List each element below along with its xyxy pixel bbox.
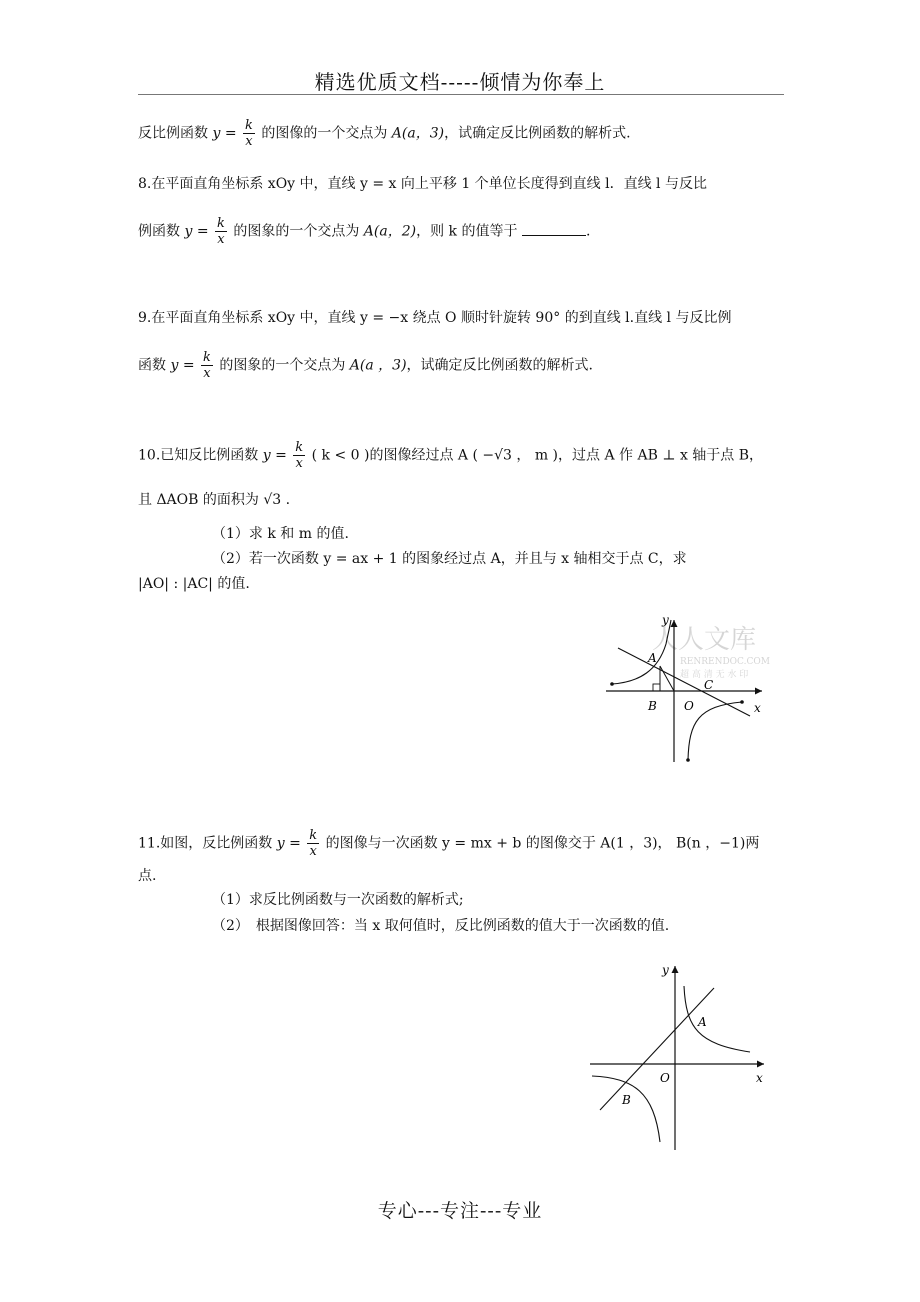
watermark-url: RENRENDOC.COM [680,657,770,667]
watermark-main: 人人文库 [652,625,757,655]
problem-10-question-2: （2）若一次函数 y = ax + 1 的图象经过点 A，并且与 x 轴相交于点 C，求 [212,551,687,567]
numerator: k [203,350,211,365]
endpoint-dot [740,700,744,704]
denominator: x [203,366,211,381]
point-label: A(a，3) [391,125,445,142]
denominator: x [217,232,225,247]
hyperbola-branch-lower-right [688,702,742,760]
fraction [307,828,319,859]
problem-10-question-2-cont: |AO| : |AC| 的值. [138,576,250,592]
origin-label: O [660,1071,670,1085]
fraction [215,216,227,247]
point-a-label: A [698,1015,707,1029]
text: 10.已知反比例函数 [138,447,259,464]
answer-blank[interactable] [522,221,586,236]
problem-7-line [138,118,631,149]
fraction [243,118,255,149]
linear-function-line [600,988,714,1110]
endpoint-dot [610,682,614,686]
y-axis-label: y [662,963,669,977]
hyperbola-branch-first-quadrant [684,986,750,1052]
text: ，则 k 的值等于 [416,223,518,240]
point-label: A(a，2) [363,223,417,240]
equation-lhs: y = [184,223,209,240]
origin-label: O [684,699,694,713]
equation-lhs: y = [170,357,195,374]
point-c-label: C [704,678,714,692]
text: 的图像的一个交点为 [261,125,388,142]
text: ，试确定反比例函数的解析式. [406,357,593,374]
denominator: x [245,134,253,149]
text: 的图象的一个交点为 [219,357,346,374]
header-divider [138,94,784,95]
problem-11-line-2: 点. [138,868,157,884]
watermark-sub: 超 高 清 无 水 印 [680,670,749,680]
text: 11.如图，反比例函数 [138,835,273,852]
page-header-title: 精选优质文档-----倾情为你奉上 [314,70,606,94]
text: 例函数 [138,223,180,240]
fraction [293,440,305,471]
right-angle-mark [653,684,660,691]
problem-10-question-1: （1）求 k 和 m 的值. [212,526,349,542]
point-a-label: A [648,651,657,665]
x-axis-label: x [754,701,761,715]
problem-10-line-2: 且 ΔAOB 的面积为 √3 . [138,492,291,508]
equation-lhs: y = [262,447,287,464]
problem-11-line-1 [138,828,759,859]
numerator: k [245,118,253,133]
numerator: k [309,828,318,843]
text: 函数 [138,357,166,374]
problem-9-line-2 [138,350,593,381]
denominator: x [295,456,303,471]
segment-ao [660,666,674,691]
problem-10-line-1 [138,440,763,471]
problem-8-line-2 [138,216,590,247]
text: ( k < 0 )的图像经过点 A ( −√3 ， m )，过点 A 作 AB ⊥ x 轴于点 B， [311,447,764,464]
point-b-label: B [648,699,657,713]
text: ，试确定反比例函数的解析式. [444,125,631,142]
endpoint-dot [686,758,690,762]
equation-lhs: y = [276,835,301,852]
point-label: A(a ，3) [349,357,407,374]
text: 反比例函数 [138,125,208,142]
hyperbola-branch-third-quadrant [592,1076,660,1142]
denominator: x [309,844,317,859]
fraction [201,350,213,381]
text: 的图像与一次函数 y = mx + b 的图像交于 A(1 ，3)， B(n ，−1)两 [325,835,760,852]
problem-8-line-1: 8.在平面直角坐标系 xOy 中，直线 y = x 向上平移 1 个单位长度得到直线 l．直线 l 与反比 [138,176,707,192]
numerator: k [217,216,225,231]
problem-9-line-1: 9.在平面直角坐标系 xOy 中，直线 y = −x 绕点 O 顺时针旋转 90° 的到直线 l.直线 l 与反比例 [138,310,732,326]
x-axis-label: x [756,1071,763,1085]
numerator: k [295,440,304,455]
text: . [585,223,591,240]
text: 的图象的一个交点为 [233,223,360,240]
problem-10-figure [600,612,780,768]
point-b-label: B [622,1093,631,1107]
problem-11-question-1: （1）求反比例函数与一次函数的解析式; [212,892,464,908]
page-footer-title: 专心---专注---专业 [377,1200,543,1222]
equation-lhs: y = [212,125,237,142]
y-axis-label: y [662,613,669,627]
problem-11-question-2: （2） 根据图像回答：当 x 取何值时，反比例函数的值大于一次函数的值. [212,918,670,934]
problem-11-figure [586,958,776,1154]
